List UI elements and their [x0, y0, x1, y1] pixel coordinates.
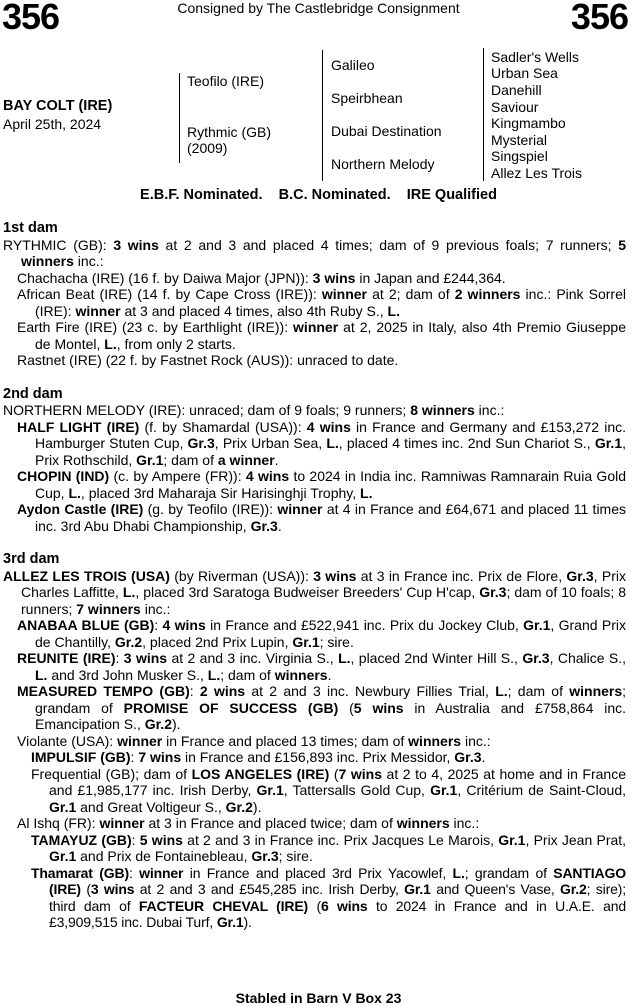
pedigree-dam-year: (2009) — [187, 140, 228, 156]
pedigree-bracket-2 — [322, 50, 323, 181]
foaling-date: April 25th, 2024 — [3, 116, 102, 132]
produce-entry: Al Ishq (FR): winner at 3 in France and placed twice; dam of winners inc.: — [17, 815, 480, 831]
pedigree-sire: Teofilo (IRE) — [187, 73, 265, 89]
pedigree-gen3-2: Urban Sea — [491, 65, 558, 81]
pedigree-dam-dam: Northern Melody — [331, 156, 435, 172]
produce-entry: Chachacha (IRE) (16 f. by Daiwa Major (JPN)): 3 wins in Japan and £244,364. — [17, 269, 506, 286]
produce-entry: TAMAYUZ (GB): 5 wins at 2 and 3 in France inc. Prix Jacques Le Marois, Gr.1, Prix Jean Prat, Gr.1 and Prix de Fontainebleau, Gr.3; sire. — [31, 831, 627, 864]
stabling-info: Stabled in Barn V Box 23 — [235, 990, 402, 1006]
produce-entry: CHOPIN (IND) (c. by Ampere (FR)): 4 wins to 2024 in India inc. Ramniwas Ramnarain Ruia Gold Cup, L., placed 3rd Maharaja Sir Harisinghji Trophy, L. — [17, 468, 626, 501]
pedigree-dam: Rythmic (GB) — [187, 124, 271, 140]
pedigree-gen3-8: Allez Les Trois — [491, 165, 583, 181]
produce-entry: HALF LIGHT (IRE) (f. by Shamardal (USA)): 4 wins in France and Germany and £153,272 inc. Hamburger Stuten Cup, Gr.3, Prix Urban Sea, L., placed 4 times inc. 2nd Sun Chariot S., Gr.1, Prix Rothschild, Gr.1; dam of a winner. — [17, 418, 626, 468]
pedigree-sire-sire: Galileo — [331, 57, 375, 73]
consigner-line: Consigned by The Castlebridge Consignment — [177, 0, 460, 16]
pedigree-gen3-5: Kingmambo — [491, 115, 566, 131]
lot-number-right: 356 — [570, 0, 628, 37]
first-dam-heading: 1st dam — [3, 220, 58, 236]
produce-entry: Earth Fire (IRE) (23 c. by Earthlight (IRE)): winner at 2, 2025 in Italy, also 4th Premio Giuseppe de Montel, L., from only 2 starts. — [17, 319, 626, 352]
produce-entry: Rastnet (IRE) (22 f. by Fastnet Rock (AUS)): unraced to date. — [17, 352, 399, 368]
third-dam-heading: 3rd dam — [3, 551, 60, 567]
nominations-line: E.B.F. Nominated. B.C. Nominated. IRE Qualified — [140, 187, 497, 203]
dam-paragraph: ALLEZ LES TROIS (USA) (by Riverman (USA)): 3 wins at 3 in France inc. Prix de Flore, Gr.3, Prix Charles Laffitte, L., placed 3rd Saratoga Budweiser Breeders' Cup H'cap, Gr.3; dam of 10 foals; 8 runners; 7 winners inc.: — [3, 567, 627, 617]
lot-number-left: 356 — [2, 0, 60, 37]
pedigree-gen3-3: Danehill — [491, 82, 542, 98]
produce-entry: African Beat (IRE) (14 f. by Cape Cross (IRE)): winner at 2; dam of 2 winners inc.: Pink Sorrel (IRE): winner at 3 and placed 4 times, also 4th Ruby S., L. — [17, 286, 626, 319]
produce-entry: ANABAA BLUE (GB): 4 wins in France and £522,941 inc. Prix du Jockey Club, Gr.1, Grand Prix de Chantilly, Gr.2, placed 2nd Prix Lupin, Gr.1; sire. — [17, 617, 626, 650]
catalogue-page-body — [3, 220, 626, 931]
horse-description: BAY COLT (IRE) — [3, 98, 113, 114]
dam-paragraph: NORTHERN MELODY (IRE): unraced; dam of 9 foals; 9 runners; 8 winners inc.: — [3, 402, 505, 418]
pedigree-sire-dam: Speirbhean — [331, 90, 403, 106]
pedigree-bracket-3 — [483, 48, 484, 181]
produce-entry: Thamarat (GB): winner in France and placed 3rd Prix Yacowlef, L.; grandam of SANTIAGO (IRE) (3 wins at 2 and 3 and £545,285 inc. Irish Derby, Gr.1 and Queen's Vase, Gr.2; sire); third dam of FACTEUR CHEVAL (IRE) (6 wins to 2024 in France and in U.A.E. and £3,909,515 inc. Dubai Turf, Gr.1). — [31, 864, 626, 930]
produce-entry: REUNITE (IRE): 3 wins at 2 and 3 inc. Virginia S., L., placed 2nd Winter Hill S., Gr.3, Chalice S., L. and 3rd John Musker S., L.; dam of winners. — [17, 650, 627, 683]
produce-entry: Aydon Castle (IRE) (g. by Teofilo (IRE)): winner at 4 in France and £64,671 and placed 11 times inc. 3rd Abu Dhabi Championship, Gr.3. — [17, 501, 627, 534]
second-dam-heading: 2nd dam — [3, 385, 63, 402]
produce-entry: MEASURED TEMPO (GB): 2 wins at 2 and 3 inc. Newbury Fillies Trial, L.; dam of winners; grandam of PROMISE OF SUCCESS (GB) (5 wins in Australia and £758,864 inc. Emancipation S., Gr.2). — [17, 683, 627, 732]
pedigree-dam-sire: Dubai Destination — [331, 123, 442, 139]
dam-paragraph: RYTHMIC (GB): 3 wins at 2 and 3 and placed 4 times; dam of 9 previous foals; 7 runners; 5 winners inc.: — [3, 236, 626, 269]
pedigree-gen3-4: Saviour — [491, 99, 539, 115]
pedigree-gen3-6: Mysterial — [491, 132, 548, 148]
produce-entry: Frequential (GB); dam of LOS ANGELES (IRE) (7 wins at 2 to 4, 2025 at home and in France and £1,985,177 inc. Irish Derby, Gr.1, Tattersalls Gold Cup, Gr.1, Critérium de Saint-Cloud, Gr.1 and Great Voltigeur S., Gr.2). — [31, 765, 626, 815]
pedigree-bracket-1 — [179, 73, 180, 163]
pedigree-gen3-7: Singspiel — [491, 148, 548, 164]
produce-entry: IMPULSIF (GB): 7 wins in France and £156,893 inc. Prix Messidor, Gr.3. — [31, 749, 486, 765]
pedigree-gen3-1: Sadler's Wells — [491, 49, 579, 65]
produce-entry: Violante (USA): winner in France and placed 13 times; dam of winners inc.: — [17, 732, 491, 749]
